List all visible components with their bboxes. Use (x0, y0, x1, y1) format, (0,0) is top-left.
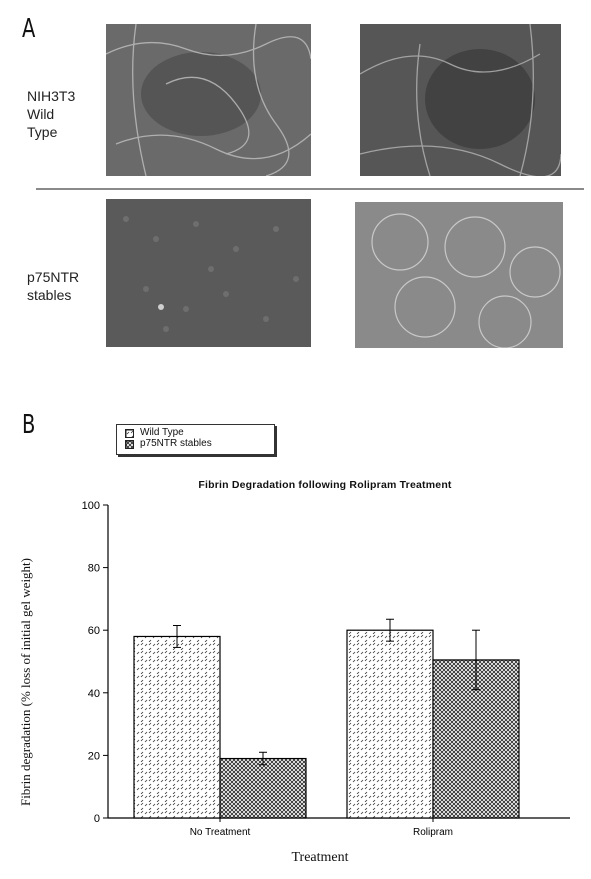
y-tick-label: 80 (87, 562, 100, 575)
x-tick-label: No Treatment (189, 827, 251, 838)
row-label-line: Wild (27, 106, 55, 122)
row-divider (36, 188, 584, 190)
row-label-line: p75NTR (27, 269, 80, 285)
y-tick-label: 100 (81, 500, 100, 512)
bar-chart (0, 410, 591, 850)
row-label-line: Type (27, 124, 58, 140)
x-tick-label: Rolipram (412, 827, 454, 838)
x-axis-title: Treatment (291, 850, 349, 865)
legend-label-wild-type: Wild Type (140, 427, 184, 438)
chart-title: Fibrin Degradation following Rolipram Treatment (198, 479, 452, 491)
micrograph-p75ntr-rolipram (355, 202, 563, 348)
micrograph-wild-type-rolipram (360, 24, 561, 176)
y-tick-label: 40 (87, 687, 100, 700)
micrograph-p75ntr-untreated (106, 199, 311, 347)
row-label-line: NIH3T3 (27, 88, 76, 104)
panel-b-letter: B (22, 410, 36, 440)
bar-wild-type-0 (134, 636, 220, 818)
y-axis-title: Fibrin degradation (% loss of initial gel weight) (18, 557, 33, 807)
y-tick-label: 0 (93, 813, 100, 825)
row-label-p75ntr-stables (27, 268, 79, 304)
row-label-wild-type (27, 87, 75, 141)
row-label-line: stables (27, 287, 72, 303)
bar-wild-type-1 (347, 630, 433, 818)
legend-label-p75ntr: p75NTR stables (140, 438, 212, 449)
y-tick-label: 20 (87, 750, 100, 763)
bar-p75ntr-0 (220, 759, 306, 818)
y-tick-label: 60 (87, 625, 100, 638)
micrograph-wild-type-untreated (106, 24, 311, 176)
panel-a-letter: A (22, 14, 36, 44)
